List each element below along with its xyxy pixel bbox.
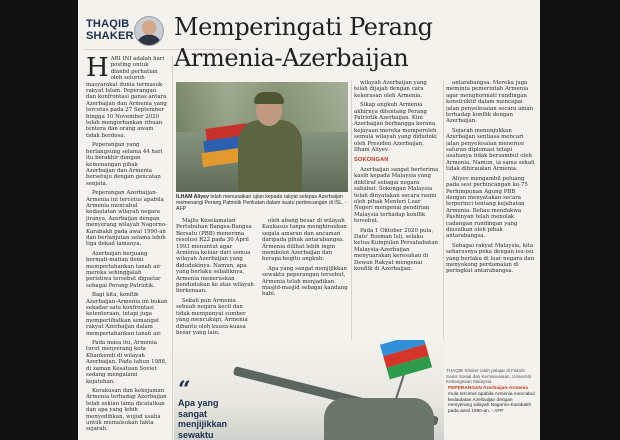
paragraph: Peperangan yang berlangsung selama 44 hari itu berakhir dengan kemenangan pihak Azerbaijan dan Armenia bersetuju dengan gencatan senjata. [86, 142, 163, 187]
headline [174, 12, 536, 74]
paragraph: Majlis Keselamatan Pertubuhan Bangsa-Bangsa Bersatu (PBB) menerima resolusi R22 pada 30 April 1993 menuntut agar Armenia keluar dari semua wilayah Azerbaijan yang didudukinya. Namun, apa yang berlaku sebaliknya, Armenia meneruskan pendudukan ke atas wilayah berkenaan. [176, 218, 254, 295]
author-note: THAQIB Shaker ialah pelajar di Fakulti Sains Sosial dan Kemanusiaan, Universiti Kebangsaan Malaysia. [446, 368, 532, 385]
headline-line2: Armenia-Azerbaijan [174, 44, 409, 72]
photo-caption [176, 194, 350, 213]
pull-quote [178, 377, 254, 440]
caption-text: telah menunaikan ujian kepada rakyat selepas Azerbaijan memenangi Perang Patriotik Perikatan dalam suatu perbincangan di ISL. - AFP [176, 194, 347, 213]
paragraph: Sebagai rakyat Malaysia, kita seharusnya peka dengan isu-isu yang berlaku di luar negara dan menyokong perdamaian di peringkat antarabangsa. [446, 242, 535, 275]
pull-quote-line: sewaktu [178, 429, 214, 440]
pull-quote-line: menjijikkan [178, 419, 228, 429]
paragraph: oleh abang besar di wilayah Kaukasus tanpa menghiraukan segala amaran dan ancaman daripada pihak antarabangsa. Armenia dilihat lebih ingin membolot Azerbaijan dan berapa begitu angkuh. [262, 218, 347, 263]
soldier-photo [176, 82, 348, 192]
soldier-cap [254, 92, 284, 104]
paragraph: Pada 1 Oktober 2020 pula, Dato' Rosman Isli, selaku ketua Kumpulan Persahabatan Malaysia-Azerbaijan menyuarakan keresahan di Dewan Rakyat mengenai konflik di Azerbaijan. [354, 227, 438, 272]
paragraph: Sekali pun Armenia sebuah negara kecil dan tidak mempunyai sumber yang mencukupi, Armenia dibantu oleh kuasa-kuasa besar yang lain. [176, 297, 248, 336]
author-name [86, 18, 134, 42]
article-column-4 [446, 80, 536, 366]
paragraph: wilayah Azerbaijan yang telah dijajah dengan cara kekerasan oleh Armenia. [354, 80, 427, 99]
headline-line1: Memperingati Perang [174, 13, 433, 41]
column-divider [443, 80, 444, 370]
paragraph: Aliyev mengambil peluang pada sesi perbincangan ke-75 Perhimpunan Agung PBB dengan menyatakan secara terperinci tentang kejahatan Armenia. Beliau mendakwa Pashinyan telah menolak cadangan rundingan yang diusulkan oleh pihak antarabangsa. [446, 175, 528, 240]
column-divider [351, 80, 352, 340]
paragraph: Azerbaijan berjuang bermati-matian demi mempertahankan tanah air mereka sehinggalah peristiwa tersebut diguelar sebagai Perang Patriotik. [86, 250, 161, 289]
column-divider [172, 56, 173, 440]
author-name-line2: SHAKER [86, 30, 134, 42]
article-column-mid2 [262, 218, 348, 338]
paragraph: Apa yang sangat menjijikkan sewaktu peperangan tersebut, Armenia telah menjadikan masjid-masjid sebagai kandang babi. [262, 265, 348, 298]
drop-cap: H [86, 56, 109, 83]
paragraph: Azerbaijan sangat berterima kasih kepada Malaysia yang diiktiraf sebagai negara sahabat. Sokongan Malaysia telah dinyatakan secara rasmi oleh pihak Menteri Luar Negeri mengenai pendirian Malaysia terhadap konflik tersebut. [354, 166, 439, 225]
paragraph: Kerakusan dan kekejaman Armenia terhadap Azerbaijan telah sekian lama dicatatkan dan apa yang lebih menyedihkan, wujud usaha untuk memalsukan fakta sejarah. [86, 387, 167, 433]
quote-mark-icon: “ [178, 377, 191, 403]
author-avatar [134, 16, 164, 46]
caption-bold: ILHAM Aliyev [176, 194, 209, 200]
paragraph: Peperangan Azerbaijan-Armenia ini tercetus apabila Armenia mencabul kedaulatan wilayah negara jiranya, Azerbaijan dengan menyerang wilayah Nagorno-Karabakh pada awal 1990-an dan berlanjutan selama lebih tiga dekad lamanya. [86, 190, 167, 248]
article-column-mid1 [176, 218, 256, 358]
article-column-left [86, 56, 168, 440]
paragraph: Pada masa itu, Armenia turut menyerang kota Khankendi di wilayah Azerbaijan. Pada tahun 1988, di zaman Kesatuan Soviet sedang mengalami kejatuhan. [86, 340, 167, 385]
paragraph: antarabangsa. Mereka juga meminta pemerintah Armenia agar menghormati rundingan konstruktif dalam mencapai jalan penyelesaian secara aman terhadap konflik dengan Azerbaijan. [446, 80, 534, 125]
caption-bold: PEPERANGAN Azerbaijan-Armenia [448, 386, 529, 391]
caption-text: mula tercetus apabila Armenia mencabul kedaulatan Azerbaijan dengan menyerang wilayah Nagorno-Karabakh pada awal 1990-an. - AFP [448, 391, 535, 415]
article-column-3 [354, 80, 440, 340]
author-name-line1: THAQIB [86, 18, 130, 30]
pull-quote-line: sangat [178, 408, 208, 419]
paragraph: HARI INI adalah hari posting untuk dianbil perhatian oleh seluruh masyarakat dunia termasuk rakyat Islam. Peperangan dan konfrontasi ganas antara Azerbaijan dan Armenia yang tercetus pada 27 September hingga 10 November 2020 telah mengorbankan ribuan tentera dan orang awam tidak berdosa. [86, 56, 167, 139]
soldier-figure [238, 120, 302, 192]
paragraph: Bagi kita, konflik Azerbaijan-Armenia ini bukan sekadar satu konfrontasi ketenteraan, tetapi juga memperlihatkan semangat rakyat Azerbaijan dalam mempertahankan tanah air. [86, 292, 168, 337]
background-left [0, 0, 78, 440]
paragraph: Sejarah menunjukkan Azerbaijan sentiasa mencari jalan penyelesaian menerusi saluran diplomasi tetapi usahanya tidak bersambut oleh Armenia. Namun, ia sama sekali tidak dihiraukan Armenia. [446, 127, 535, 173]
paragraph: Sikap angkuh Armenia akhirnya ditentang Perang Patriotik Azerbaijan. Kini Azerbaijan berbangga kerana kejayaan mereka memperoleh semula wilayah yang diduduki oleh Presiden Azerbaijan, Ilham Aliyev. [354, 102, 437, 154]
tank-photo-caption [448, 386, 536, 415]
newspaper-page [78, 0, 540, 440]
tank-turret [324, 398, 434, 440]
background-right [540, 0, 620, 440]
pull-quote-line: Apa yang [178, 398, 219, 408]
section-subhead: SOKONGAN [354, 157, 389, 164]
